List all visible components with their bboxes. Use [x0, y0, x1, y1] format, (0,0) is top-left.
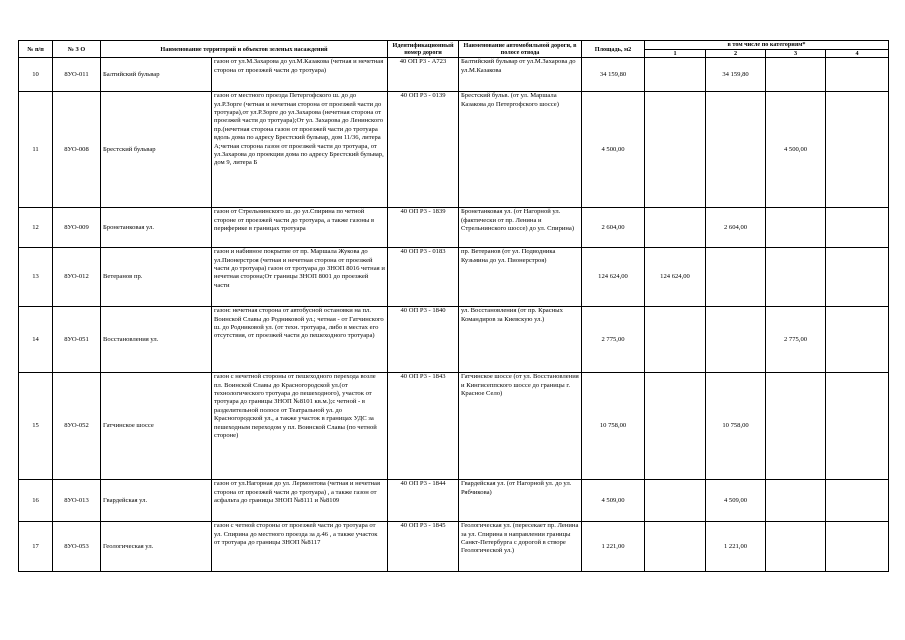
row-code: 8УО-013 [53, 480, 101, 522]
header-cat-3: 3 [766, 50, 826, 58]
row-num: 17 [19, 522, 53, 572]
row-road: пр. Ветеранов (от ул. Подводника Кузьмина до ул. Пионерстроя) [459, 248, 582, 307]
header-name: Наименование территорий и объектов зеленых насаждений [101, 41, 388, 58]
row-cat-4 [826, 92, 889, 208]
row-id: 40 ОП Р3 - 1843 [388, 373, 459, 480]
row-cat-3 [766, 58, 826, 92]
row-cat-1: 124 624,00 [645, 248, 706, 307]
row-description: газон от местного проезда Петергофского ш. до до ул.Р.Зорге (четная и нечетная сторона от проезжей части до тротуара),от ул.Р.Зорге до ул.Захарова (нечетная сторона от проезжей части до тротуара);От ул. Захарова до Ленинского пр.(нечетная сторона газон от проезжей части до тротуара вдоль дома по адресу Брестский бульвар, дом 11/36, литера А;четная сторона газон от проезжей части до тротуара, от ул.Захарова до проекции дома по адресу Брестский бульвар, дом 9, литера Б [212, 92, 388, 208]
row-description: газон и набивное покрытие от пр. Маршала Жукова до ул.Пионерстроя (четная и нечетная сторона от проезжей части до тротуара) газон от тротуара до ЗНОП 8016 четная и нечетная сторона;От границы ЗНОП 8001 до проезжей части [212, 248, 388, 307]
row-cat-2: 1 221,00 [706, 522, 766, 572]
row-name: Гатчинское шоссе [101, 373, 212, 480]
row-road: Геологическая ул. (пересекает пр. Ленина за ул. Спирина в направлении границы Санкт-Петербурга с дорогой в створе Геологической ул.) [459, 522, 582, 572]
header-zno: № З О [53, 41, 101, 58]
row-cat-4 [826, 208, 889, 248]
row-num: 14 [19, 307, 53, 373]
row-name: Брестский бульвар [101, 92, 212, 208]
row-num: 11 [19, 92, 53, 208]
row-cat-1 [645, 58, 706, 92]
table-row [19, 58, 889, 92]
row-cat-3: 2 775,00 [766, 307, 826, 373]
row-area: 1 221,00 [582, 522, 645, 572]
row-code: 8УО-012 [53, 248, 101, 307]
table-row [19, 373, 889, 480]
row-cat-3 [766, 480, 826, 522]
row-cat-3 [766, 208, 826, 248]
row-cat-3 [766, 522, 826, 572]
row-cat-3: 4 500,00 [766, 92, 826, 208]
row-cat-4 [826, 522, 889, 572]
row-road: Гвардейская ул. (от Нагорной ул. до ул. Рябчикова) [459, 480, 582, 522]
row-cat-2 [706, 92, 766, 208]
header-num: № п/п [19, 41, 53, 58]
row-area: 124 624,00 [582, 248, 645, 307]
row-cat-3 [766, 248, 826, 307]
row-name: Гвардейская ул. [101, 480, 212, 522]
row-num: 12 [19, 208, 53, 248]
row-description: газон с четной стороны от проезжей части до тротуара от ул. Спирина до местного проезда за д.46 , а также участок от тротуара до границы ЗНОП №8117 [212, 522, 388, 572]
row-area: 2 604,00 [582, 208, 645, 248]
row-cat-4 [826, 248, 889, 307]
row-name: Геологическая ул. [101, 522, 212, 572]
row-road: Брестский бульв. (от ул. Маршала Казакова до Петергофского шоссе) [459, 92, 582, 208]
row-area: 4 500,00 [582, 92, 645, 208]
row-area: 10 758,00 [582, 373, 645, 480]
row-name: Восстановления ул. [101, 307, 212, 373]
header-area: Площадь, м2 [582, 41, 645, 58]
table-row [19, 208, 889, 248]
row-cat-4 [826, 307, 889, 373]
row-code: 8УО-051 [53, 307, 101, 373]
row-road: Балтийский бульвар от ул.М.Захарова до ул.М.Казакова [459, 58, 582, 92]
row-code: 8УО-011 [53, 58, 101, 92]
row-code: 8УО-053 [53, 522, 101, 572]
row-cat-2 [706, 248, 766, 307]
row-cat-1 [645, 373, 706, 480]
table-row [19, 480, 889, 522]
table-row [19, 307, 889, 373]
table-row [19, 522, 889, 572]
row-cat-2: 4 509,00 [706, 480, 766, 522]
row-description: газон: нечетная сторона от автобусной остановки на пл. Воинской Славы до Родниковой ул.; четная - от Гатчинского ш. до Родниковой ул. (от техн. тротуара, либо в местах его отсутствия, от проезжей части до пешеходного тротуара) [212, 307, 388, 373]
row-road: Бронетанковая ул. (от Нагорной ул. (фактически от пр. Ленина и Стрельнинского шоссе) до ул. Спирина) [459, 208, 582, 248]
row-name: Балтийский бульвар [101, 58, 212, 92]
row-cat-2: 10 758,00 [706, 373, 766, 480]
header-cat-1: 1 [645, 50, 706, 58]
row-cat-2: 34 159,80 [706, 58, 766, 92]
row-cat-3 [766, 373, 826, 480]
row-description: газон от ул.Нагорная до ул. Лермонтова (четная и нечетная сторона от проезжей части до тротуара) , а также газон от асфальта до границы ЗНОП №8111 и №8109 [212, 480, 388, 522]
document-sheet [18, 40, 888, 572]
header-cat-4: 4 [826, 50, 889, 58]
header-cat-2: 2 [706, 50, 766, 58]
table-header-row [19, 41, 889, 50]
row-description: газон от Стрельнинского ш. до ул.Спирина по четной стороне от проезжей части до тротуара, а также газоны в периферике в границах тротуара [212, 208, 388, 248]
row-cat-1 [645, 208, 706, 248]
row-cat-1 [645, 307, 706, 373]
row-id: 40 ОП Р3 - А723 [388, 58, 459, 92]
row-cat-1 [645, 92, 706, 208]
row-cat-4 [826, 58, 889, 92]
row-cat-4 [826, 480, 889, 522]
row-name: Ветеранов пр. [101, 248, 212, 307]
row-road: Гатчинское шоссе (от ул. Восстановления и Кингисеппского шоссе до границы г. Красное Село) [459, 373, 582, 480]
row-num: 10 [19, 58, 53, 92]
table-row [19, 248, 889, 307]
header-road: Наименование автомобильной дороги, в полосе отвода [459, 41, 582, 58]
header-categories: в том числе по категориям* [645, 41, 889, 50]
row-cat-2 [706, 307, 766, 373]
table-row [19, 92, 889, 208]
row-description: газон от ул.М.Захарова до ул.М.Казакова (четная и нечетная сторона от проезжей части до тротуара) [212, 58, 388, 92]
row-name: Бронетанковая ул. [101, 208, 212, 248]
row-cat-1 [645, 480, 706, 522]
row-id: 40 ОП Р3 - 0183 [388, 248, 459, 307]
row-cat-2: 2 604,00 [706, 208, 766, 248]
row-area: 2 775,00 [582, 307, 645, 373]
row-num: 16 [19, 480, 53, 522]
header-id: Идентификационный номер дороги [388, 41, 459, 58]
row-area: 34 159,80 [582, 58, 645, 92]
row-code: 8УО-052 [53, 373, 101, 480]
row-area: 4 509,00 [582, 480, 645, 522]
row-description: газон с нечетной стороны от пешеходного перехода возле пл. Воинской Славы до Красногородской ул.(от технологического тротуара до пешеходного), участок от тротуара до границы ЗНОП №8101 кв.м.);с четной - в разделительной полосе от Театральной ул. до Красногородской ул., а также участок в границах УДС за пешеходным переходом у пл. Воинской Славы (по четной стороне) [212, 373, 388, 480]
row-num: 13 [19, 248, 53, 307]
row-road: ул. Восстановления (от пр. Красных Командиров за Киевскую ул.) [459, 307, 582, 373]
row-code: 8УО-009 [53, 208, 101, 248]
row-id: 40 ОП Р3 - 1845 [388, 522, 459, 572]
row-num: 15 [19, 373, 53, 480]
green-spaces-table [18, 40, 889, 572]
row-id: 40 ОП Р3 - 1844 [388, 480, 459, 522]
row-id: 40 ОП Р3 - 1839 [388, 208, 459, 248]
row-code: 8УО-008 [53, 92, 101, 208]
row-cat-4 [826, 373, 889, 480]
row-id: 40 ОП Р3 - 1840 [388, 307, 459, 373]
row-cat-1 [645, 522, 706, 572]
row-id: 40 ОП Р3 - 0139 [388, 92, 459, 208]
